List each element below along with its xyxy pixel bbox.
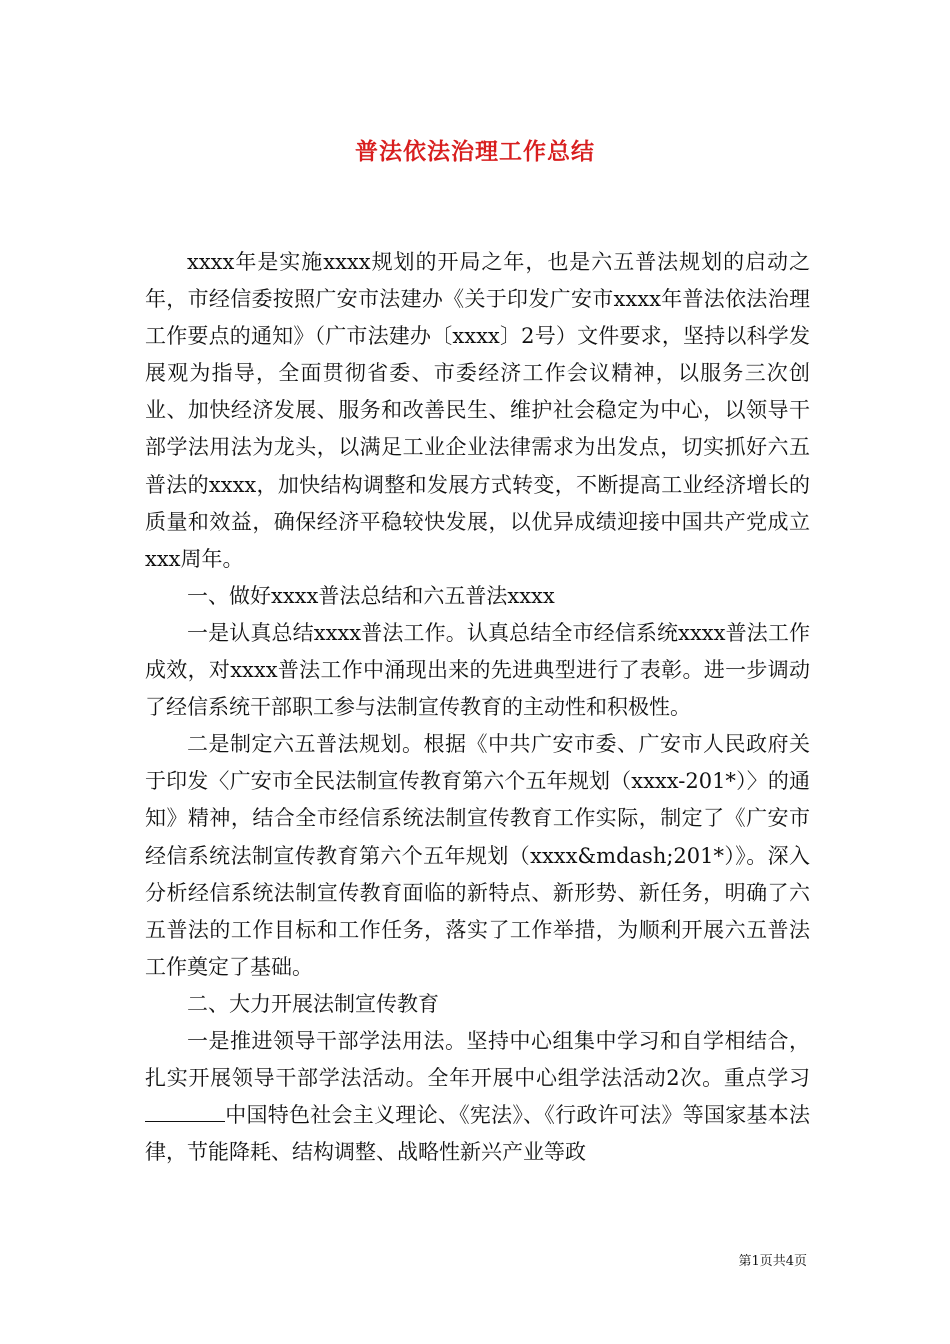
paragraph-summary: 一是认真总结xxxx普法工作。认真总结全市经信系统xxxx普法工作成效，对xxxx普法工作中涌现出来的先进典型进行了表彰。进一步调动了经信系统干部职工参与法制宣传教育的主动性和积极性。 xyxy=(145,620,810,720)
page-number: 第1页共4页 xyxy=(738,1254,807,1269)
section-heading-1: 一、做好xxxx普法总结和六五普法xxxx xyxy=(187,583,555,608)
paragraph-leaders-part1: 一是推进领导干部学法用法。坚持中心组集中学习和自学相结合，扎实开展领导干部学法活动。全年开展中心组学法活动2次。重点学习 xyxy=(145,1028,810,1091)
document-body xyxy=(145,244,810,1171)
document-title: 普法依法治理工作总结 xyxy=(355,138,595,165)
paragraph-intro: xxxx年是实施xxxx规划的开局之年，也是六五普法规划的启动之年，市经信委按照广安市法建办《关于印发广安市xxxx年普法依法治理工作要点的通知》（广市法建办〔xxxx〕2号）文件要求，坚持以科学发展观为指导，全面贯彻省委、市委经济工作会议精神，以服务三次创业、加快经济发展、服务和改善民生、维护社会稳定为中心，以领导干部学法用法为龙头，以满足工业企业法律需求为出发点，切实抓好六五普法的xxxx，加快结构调整和发展方式转变，不断提高工业经济增长的质量和效益，确保经济平稳较快发展，以优异成绩迎接中国共产党成立xxx周年。 xyxy=(145,250,810,571)
section-heading-2: 二、大力开展法制宣传教育 xyxy=(187,991,439,1016)
paragraph-plan: 二是制定六五普法规划。根据《中共广安市委、广安市人民政府关于印发〈广安市全民法制宣传教育第六个五年规划（xxxx-201*）〉的通知》精神，结合全市经信系统法制宣传教育工作实际，制定了《广安市经信系统法制宣传教育第六个五年规划（xxxx&mdash;201*）》。深入分析经信系统法制宣传教育面临的新特点、新形势、新任务，明确了六五普法的工作目标和工作任务，落实了工作举措，为顺利开展六五普法工作奠定了基础。 xyxy=(145,732,810,979)
paragraph-leaders xyxy=(145,1023,810,1171)
paragraph-leaders-part2: 中国特色社会主义理论、《宪法》、《行政许可法》等国家基本法律，节能降耗、结构调整、战略性新兴产业等政 xyxy=(145,1103,810,1165)
blank-underline xyxy=(145,1120,225,1122)
